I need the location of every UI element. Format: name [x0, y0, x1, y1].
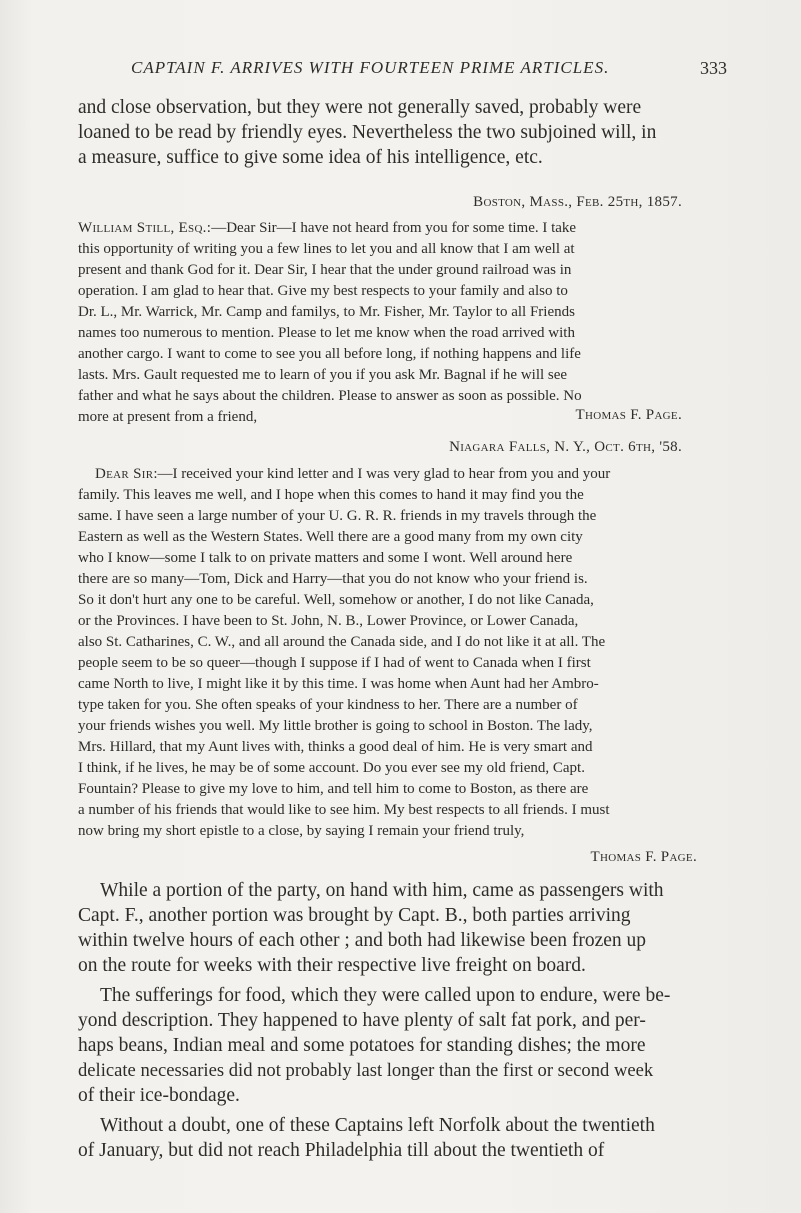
letter2-dateline-text: Niagara Falls, N. Y., Oct. 6th, '58.	[449, 439, 682, 455]
letter2-first-line	[95, 466, 610, 483]
letter2-line: same. I have seen a large number of your U. G. R. R. friends in my travels through the	[78, 508, 597, 524]
letter2-line: family. This leaves me well, and I hope when this comes to hand it may find you the	[78, 487, 584, 503]
letter1-dateline	[473, 194, 682, 211]
letter1-line: father and what he says about the children. Please to answer as soon as possible. No	[78, 388, 582, 404]
letter1-signature	[576, 407, 682, 424]
letter1-line: operation. I am glad to hear that. Give my best respects to your family and also to	[78, 283, 568, 299]
letter2-signature	[591, 849, 697, 866]
letter1-signature-text: Thomas F. Page.	[575, 407, 682, 423]
letter2-line: now bring my short epistle to a close, by saying I remain your friend truly,	[78, 823, 525, 839]
page-number: 333	[700, 58, 727, 78]
letter2-line: who I know—some I talk to on private matters and some I wont. Well around here	[78, 550, 573, 566]
letter2-text: :—I received your kind letter and I was very glad to hear from you and your	[153, 466, 611, 482]
letter2-line: Mrs. Hillard, that my Aunt lives with, thinks a good deal of him. He is very smart and	[78, 739, 593, 755]
body-line: While a portion of the party, on hand with him, came as passengers with	[100, 880, 664, 901]
running-header	[131, 58, 727, 78]
letter2-line: also St. Catharines, C. W., and all around the Canada side, and I do not like it at all. The	[78, 634, 606, 650]
body-line: Capt. F., another portion was brought by Capt. B., both parties arriving	[78, 905, 631, 926]
letter2-line: type taken for you. She often speaks of your kindness to her. There are a number of	[78, 697, 578, 713]
letter1-line: this opportunity of writing you a few lines to let you and all know that I am well at	[78, 241, 575, 257]
body-line: haps beans, Indian meal and some potatoes for standing dishes; the more	[78, 1035, 646, 1056]
running-title: CAPTAIN F. ARRIVES WITH FOURTEEN PRIME ARTICLES.	[131, 58, 610, 77]
body-line: Without a doubt, one of these Captains left Norfolk about the twentieth	[100, 1115, 655, 1136]
body-line: of their ice-bondage.	[78, 1085, 240, 1106]
letter1-line: present and thank God for it. Dear Sir, I hear that the under ground railroad was in	[78, 262, 572, 278]
letter1-line: Dr. L., Mr. Warrick, Mr. Camp and familys, to Mr. Fisher, Mr. Taylor to all Friends	[78, 304, 575, 320]
intro-line: and close observation, but they were not generally saved, probably were	[78, 97, 642, 118]
body-line: on the route for weeks with their respective live freight on board.	[78, 955, 586, 976]
letter2-line: a number of his friends that would like to see him. My best respects to all friends. I must	[78, 802, 610, 818]
letter2-line: people seem to be so queer—though I suppose if I had of went to Canada when I first	[78, 655, 591, 671]
body-line: The sufferings for food, which they were called upon to endure, were be-	[100, 985, 671, 1006]
letter1-line: names too numerous to mention. Please to let me know when the road arrived with	[78, 325, 575, 341]
body-line: within twelve hours of each other ; and both had likewise been frozen up	[78, 930, 647, 951]
body-line: of January, but did not reach Philadelphia till about the twentieth of	[78, 1140, 605, 1161]
letter1-dateline-text: Boston, Mass., Feb. 25th, 1857.	[473, 194, 682, 210]
letter1-text: —Dear Sir—I have not heard from you for some time. I take	[211, 220, 577, 236]
letter1-line: another cargo. I want to come to see you all before long, if nothing happens and life	[78, 346, 581, 362]
letter2-salutation: Dear Sir	[95, 466, 154, 482]
letter1-line: lasts. Mrs. Gault requested me to learn of you if you ask Mr. Bagnal if he will see	[78, 367, 568, 383]
letter2-line: your friends wishes you well. My little brother is going to school in Boston. The lady,	[78, 718, 593, 734]
letter2-line: came North to live, I might like it by this time. I was home when Aunt had her Ambro-	[78, 676, 599, 692]
intro-line: loaned to be read by friendly eyes. Nevertheless the two subjoined will, in	[78, 122, 657, 143]
letter1-first-line	[78, 220, 576, 237]
letter2-line: Eastern as well as the Western States. Well there are a good many from my own city	[78, 529, 583, 545]
letter2-line: I think, if he lives, he may be of some account. Do you ever see my old friend, Capt.	[78, 760, 585, 776]
letter1-salutation: William Still, Esq.:	[78, 220, 212, 236]
letter2-line: or the Provinces. I have been to St. John, N. B., Lower Province, or Lower Canada,	[78, 613, 579, 629]
letter1-line: more at present from a friend,	[78, 409, 258, 425]
letter2-signature-text: Thomas F. Page.	[590, 849, 697, 865]
letter2-line: Fountain? Please to give my love to him, and tell him to come to Boston, as there are	[78, 781, 589, 797]
letter2-line: there are so many—Tom, Dick and Harry—that you do not know who your friend is.	[78, 571, 588, 587]
letter2-line: So it don't hurt any one to be careful. Well, somehow or another, I do not like Canada,	[78, 592, 594, 608]
body-line: yond description. They happened to have plenty of salt fat pork, and per-	[78, 1010, 646, 1031]
intro-line: a measure, suffice to give some idea of his intelligence, etc.	[78, 147, 543, 168]
body-line: delicate necessaries did not probably last longer than the first or second week	[78, 1060, 654, 1081]
letter2-dateline	[449, 439, 682, 456]
